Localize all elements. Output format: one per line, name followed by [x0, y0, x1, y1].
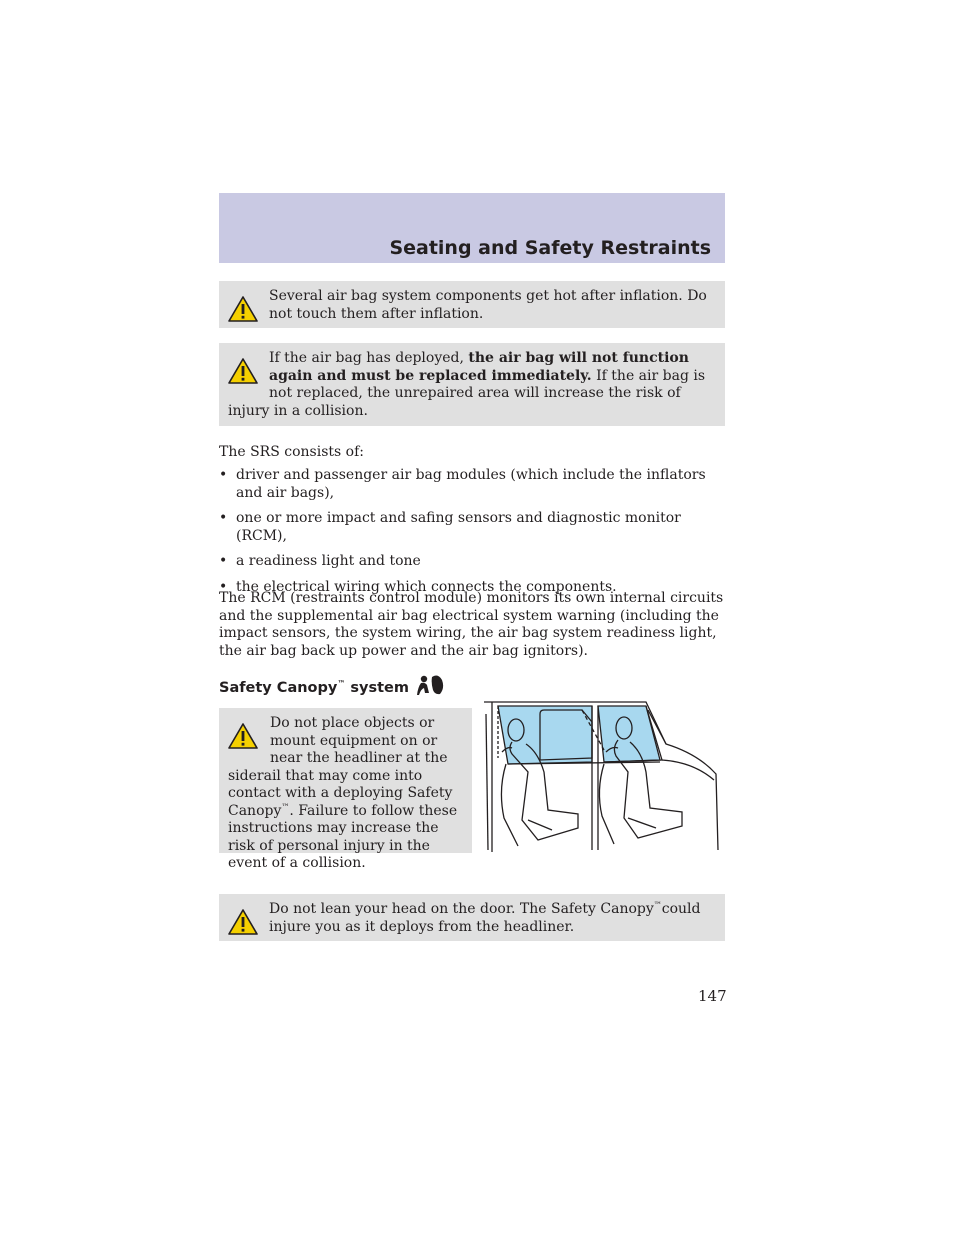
trademark-symbol: ™	[653, 900, 662, 910]
section-header-band	[219, 193, 725, 263]
heading-text: Safety Canopy	[219, 680, 338, 696]
warning-triangle-icon	[228, 909, 258, 935]
warning-text: Do not lean your head on the door. The Safety Canopy	[269, 901, 654, 917]
safety-canopy-icon	[416, 674, 446, 700]
warning-box-lean-head	[219, 894, 725, 941]
list-item: • the electrical wiring which connects the components.	[219, 579, 725, 597]
warning-text: . Failure to follow these instructions may increase the risk of personal injury in the event of a collision.	[228, 802, 458, 871]
srs-intro: The SRS consists of:	[219, 444, 364, 460]
warning-text: could injure you as it deploys from the headliner.	[269, 901, 701, 935]
warning-box-hot-components	[219, 281, 725, 328]
srs-component-list	[219, 467, 725, 604]
warning-text: Several air bag system components get hot after inflation. Do not touch them after inflation.	[269, 288, 707, 322]
trademark-symbol: ™	[281, 801, 290, 811]
list-item: • a readiness light and tone	[219, 553, 725, 571]
section-title: Seating and Safety Restraints	[389, 237, 711, 259]
list-item: • one or more impact and safing sensors and diagnostic monitor (RCM),	[219, 510, 725, 545]
warning-text: If the air bag has deployed,	[269, 350, 469, 366]
warning-triangle-icon	[228, 358, 258, 384]
warning-box-deployed-airbag	[219, 343, 725, 426]
trademark-symbol: ™	[337, 679, 346, 689]
warning-bold-text: the air bag will not function again and must be replaced immediately.	[269, 350, 689, 384]
warning-box-headliner	[219, 708, 472, 871]
safety-canopy-heading	[219, 674, 446, 700]
safety-canopy-illustration	[478, 700, 728, 852]
warning-text: If the air bag is not replaced, the unrepaired area will increase the risk of injury in a collision.	[228, 367, 706, 419]
warning-text: Do not place objects or mount equipment on or near the headliner at the siderail that may come into contact with a deploying Safety Canopy	[228, 715, 453, 819]
list-item: • driver and passenger air bag modules (which include the inflators and air bags),	[219, 467, 725, 502]
rcm-paragraph: The RCM (restraints control module) monitors its own internal circuits and the supplemental air bag electrical system warning (including the impact sensors, the system wiring, the air bag system readiness light, the air bag back up power and the air bag ignitors).	[219, 590, 724, 659]
page-number: 147	[698, 987, 727, 1005]
warning-triangle-icon	[228, 723, 258, 749]
heading-text: system	[345, 680, 409, 696]
warning-triangle-icon	[228, 296, 258, 322]
